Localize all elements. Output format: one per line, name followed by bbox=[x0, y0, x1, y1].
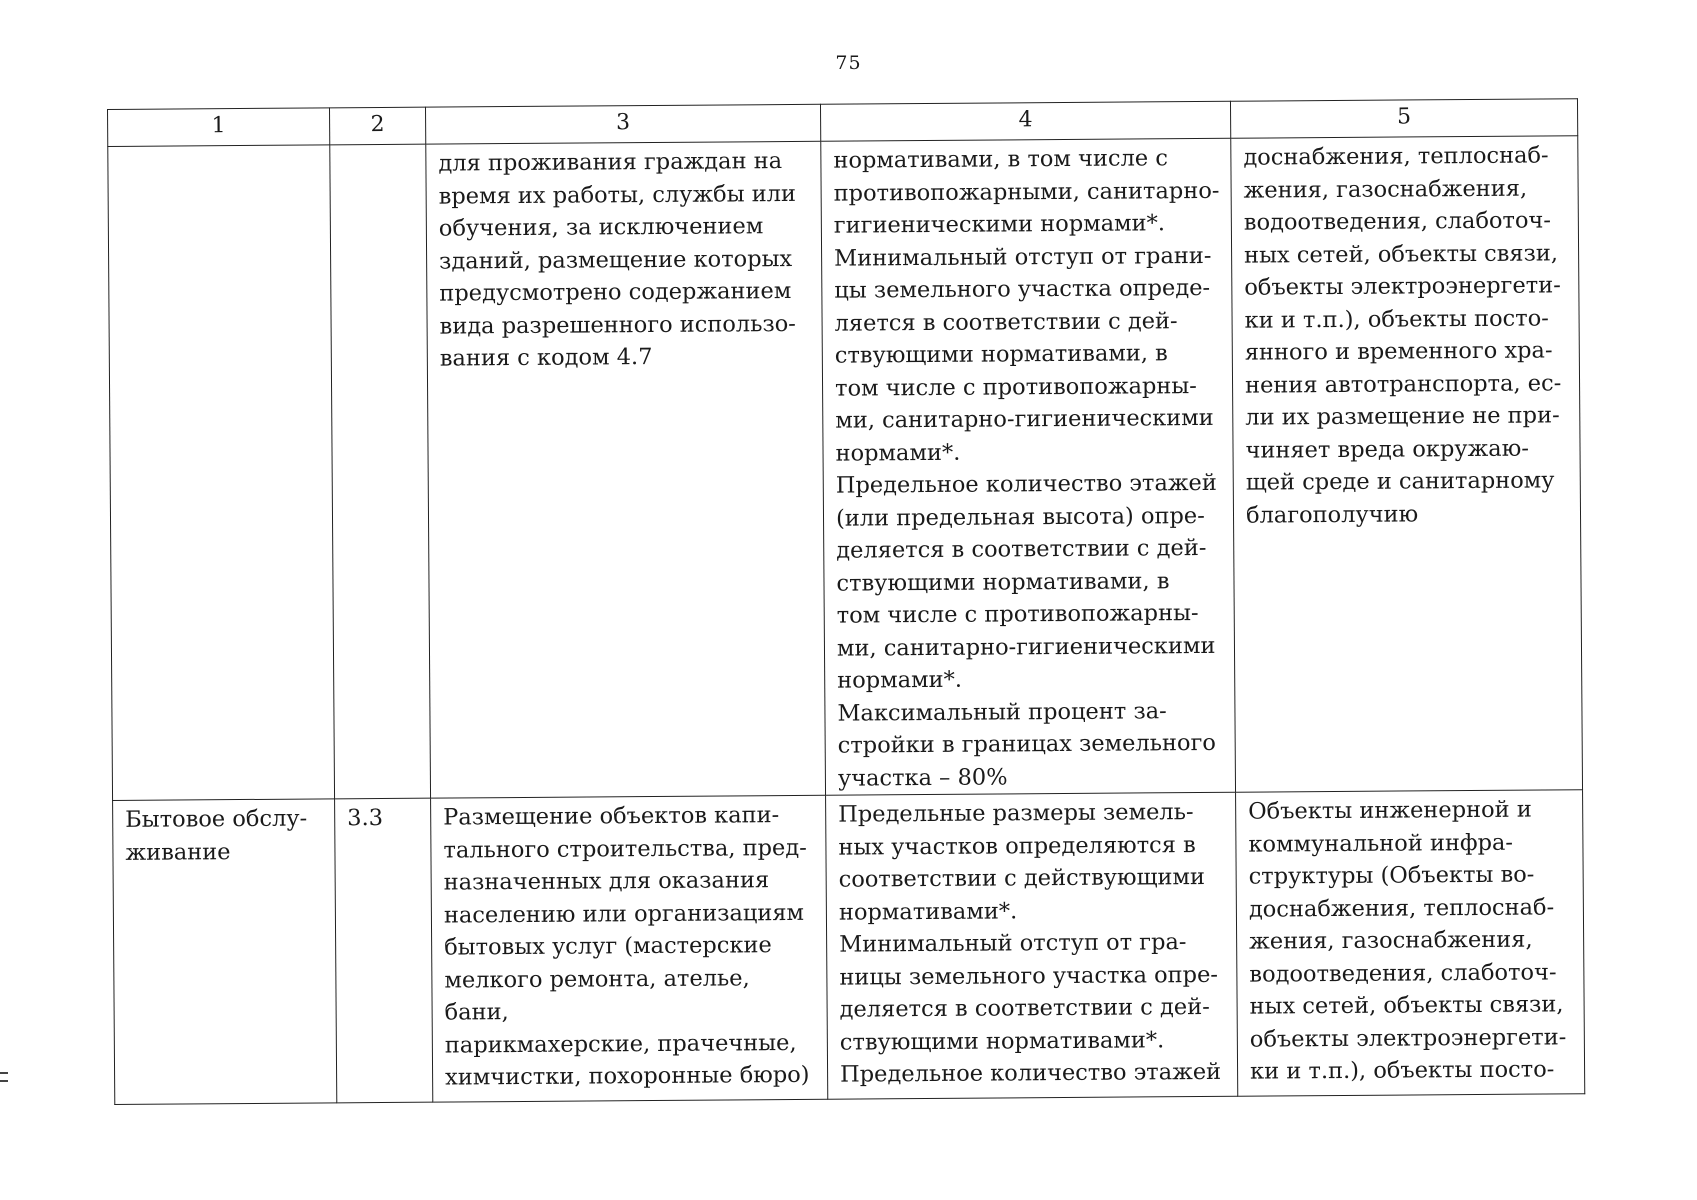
cell-use-name bbox=[113, 799, 337, 1105]
table-row bbox=[113, 790, 1585, 1105]
header-col-4: 4 bbox=[820, 101, 1230, 141]
cell-text: Размещение объектов капи- тального строительства, пред- назначенных для оказания населению или организациям бытовых услуг (мастерские мелкого ремонта, ателье, бани, парикмахерские, прачечные, химчистки, похоронные бюро) bbox=[443, 802, 810, 1091]
cell-text: Предельные размеры земель- ных участков определяются в соответствии с действующими нормативами*. Минимальный отступ от гра- ницы земельного участка опре- деляется в соответствии с дей- ствующими нормативами*. Предельное количество этажей bbox=[838, 799, 1222, 1088]
cell-text: Бытовое обслу- живание bbox=[125, 805, 308, 866]
cell-text: для проживания граждан на время их работы, службы или обучения, за исключением зданий, размещение которых предусмотрено содержанием вида разрешенного использо- вания с кодом 4.7 bbox=[438, 148, 797, 372]
header-col-3: 3 bbox=[425, 104, 820, 144]
cell-text bbox=[342, 148, 417, 149]
cell-text: доснабжения, теплоснаб- жения, газоснабжения, водоотведения, слаботоч- ных сетей, объекты связи, объекты электроэнергети- ки и т.п.), объекты посто- янного и временного хра- нения автотранспорта, ес- ли их размещение не при- чиняет вреда окружаю- щей среде и санитарному благополучию bbox=[1243, 142, 1562, 529]
table-row bbox=[108, 136, 1583, 801]
cell-use-name bbox=[108, 145, 335, 801]
cell-text bbox=[120, 148, 321, 149]
header-col-5: 5 bbox=[1230, 99, 1577, 139]
cell-use-code bbox=[335, 798, 433, 1103]
cell-use-description bbox=[431, 795, 828, 1102]
scan-margin-mark bbox=[0, 1072, 8, 1074]
cell-text: нормативами, в том числе с противопожарными, санитарно- гигиеническими нормами*. Минимальный отступ от грани- цы земельного участка опреде- ляется в соответствии с дей- ствующими нормативами, в том числе с противопожарны- ми, санитарно-гигиеническими нормами*. Предельное количество этажей (или предельная высота) опре- деляется в соответствии с дей- ствующими нормативами, в том числе с противопожарны- ми, санитарно-гигиеническими нормами*. Максимальный процент за- стройки в границах земельного участка – 80% bbox=[833, 145, 1220, 792]
cell-use-description bbox=[426, 141, 826, 798]
cell-text: 3.3 bbox=[347, 804, 384, 832]
land-use-table bbox=[107, 98, 1585, 1105]
page-number: 75 bbox=[835, 52, 862, 74]
cell-auxiliary-uses bbox=[1231, 136, 1583, 793]
cell-auxiliary-uses bbox=[1236, 790, 1585, 1097]
cell-parameters bbox=[826, 792, 1238, 1099]
scan-margin-mark bbox=[0, 1080, 8, 1082]
cell-use-code bbox=[330, 144, 431, 799]
cell-parameters bbox=[821, 138, 1236, 795]
header-col-2: 2 bbox=[329, 107, 425, 145]
header-col-1: 1 bbox=[108, 108, 330, 147]
cell-text: Объекты инженерной и коммунальной инфра- структуры (Объекты во- доснабжения, теплоснаб- жения, газоснабжения, водоотведения, слаботоч- ных сетей, объекты связи, объекты электроэнергети- ки и т.п.), объекты посто- bbox=[1248, 796, 1567, 1085]
